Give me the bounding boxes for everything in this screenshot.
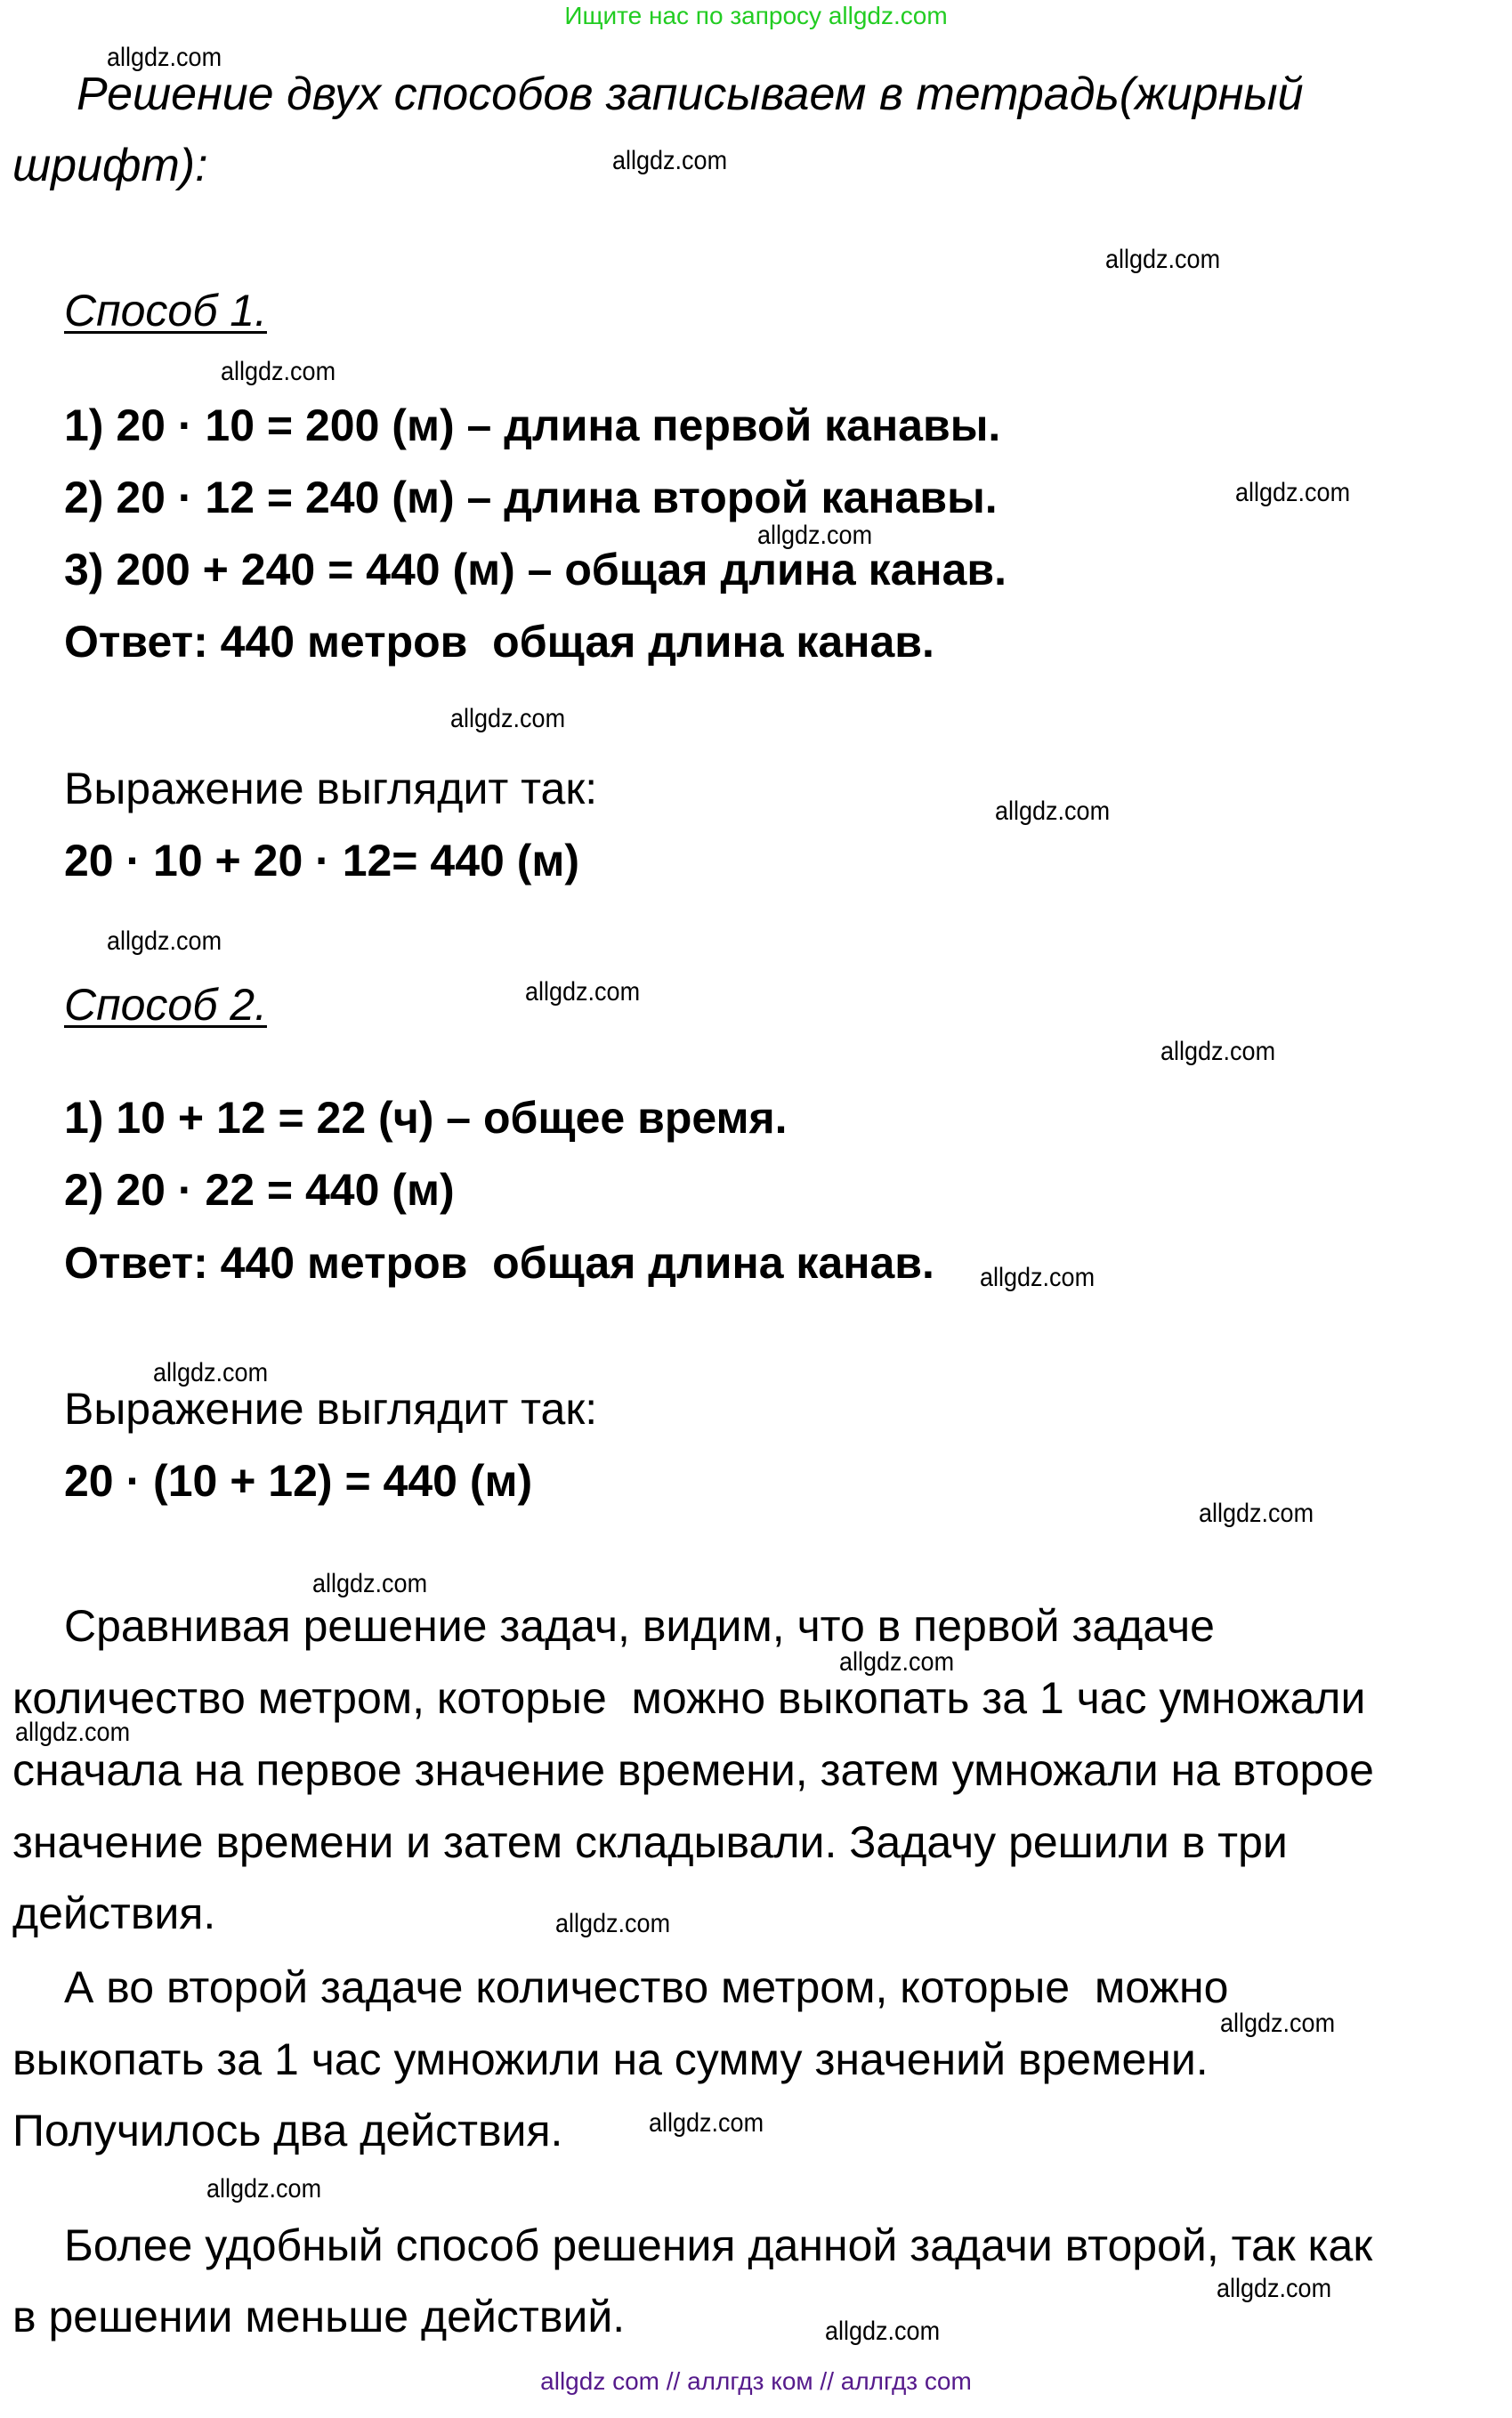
watermark: allgdz.com (312, 1569, 428, 1598)
conclusion-line: Более удобный способ решения данной задачи второй, так как (64, 2220, 1373, 2270)
watermark: allgdz.com (107, 926, 222, 956)
intro-line-2: шрифт): (12, 140, 208, 191)
method-1-step-1: 1) 20 · 10 = 200 (м) – длина первой канавы. (64, 400, 1001, 450)
footer-links: allgdz com // аллгдз ком // аллгдз com (540, 2367, 972, 2395)
watermark: allgdz.com (555, 1909, 671, 1938)
watermark: allgdz.com (1199, 1499, 1314, 1528)
method-2-answer: Ответ: 440 метров общая длина канав. (64, 1238, 934, 1288)
comparison-line: значение времени и затем складывали. Задачу решили в три (12, 1817, 1288, 1867)
watermark: allgdz.com (1217, 2274, 1332, 2303)
method-2-step-2: 2) 20 · 22 = 440 (м) (64, 1165, 455, 1215)
watermark: allgdz.com (1220, 2009, 1336, 2038)
method-1-title: Способ 1. (64, 286, 267, 336)
method-2-expression-label: Выражение выглядит так: (64, 1384, 598, 1434)
method-1-answer: Ответ: 440 метров общая длина канав. (64, 617, 934, 667)
method-2-title: Способ 2. (64, 980, 267, 1030)
comparison-line: Получилось два действия. (12, 2106, 563, 2155)
method-1-step-3: 3) 200 + 240 = 440 (м) – общая длина канав. (64, 545, 1007, 594)
watermark: allgdz.com (206, 2174, 322, 2204)
watermark: allgdz.com (839, 1647, 955, 1677)
comparison-line: действия. (12, 1888, 216, 1938)
method-2-expression: 20 · (10 + 12) = 440 (м) (64, 1456, 533, 1506)
watermark: allgdz.com (1235, 478, 1351, 507)
comparison-line: выкопать за 1 час умножили на сумму значений времени. (12, 2034, 1209, 2084)
comparison-line: А во второй задаче количество метром, которые можно (64, 1962, 1229, 2012)
comparison-line: количество метром, которые можно выкопать за 1 час умножали (12, 1673, 1366, 1723)
watermark: allgdz.com (153, 1358, 269, 1387)
watermark: allgdz.com (221, 357, 336, 386)
watermark: allgdz.com (525, 977, 641, 1007)
watermark: allgdz.com (1160, 1037, 1276, 1066)
watermark: allgdz.com (450, 704, 566, 733)
method-2-step-1: 1) 10 + 12 = 22 (ч) – общее время. (64, 1093, 788, 1143)
watermark: allgdz.com (995, 797, 1111, 826)
method-1-expression-label: Выражение выглядит так: (64, 764, 598, 813)
watermark: allgdz.com (980, 1263, 1096, 1292)
watermark: allgdz.com (107, 43, 222, 72)
watermark: allgdz.com (825, 2317, 941, 2346)
method-1-step-2: 2) 20 · 12 = 240 (м) – длина второй канавы. (64, 473, 998, 522)
watermark: allgdz.com (15, 1718, 131, 1747)
watermark: allgdz.com (1105, 245, 1221, 274)
method-1-expression: 20 · 10 + 20 · 12= 440 (м) (64, 836, 580, 886)
watermark: allgdz.com (649, 2108, 764, 2138)
watermark: allgdz.com (757, 521, 873, 550)
search-hint-banner: Ищите нас по запросу allgdz.com (564, 2, 948, 29)
watermark: allgdz.com (612, 146, 728, 175)
comparison-line: Сравнивая решение задач, видим, что в первой задаче (64, 1601, 1215, 1651)
conclusion-line: в решении меньше действий. (12, 2292, 626, 2341)
intro-line-1: Решение двух способов записываем в тетрадь(жирный (77, 69, 1304, 120)
comparison-line: сначала на первое значение времени, затем умножали на второе (12, 1745, 1374, 1795)
